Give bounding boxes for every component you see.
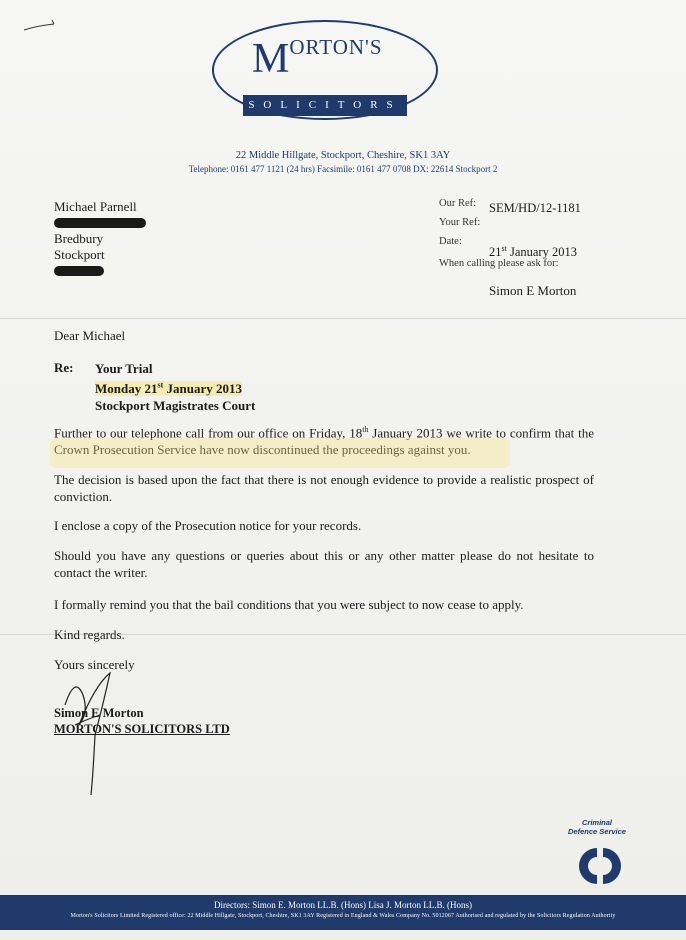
p1-a: Further to our telephone call from our office on Friday, 18 xyxy=(54,425,363,441)
cds-badge-text xyxy=(562,818,632,836)
redacted-postcode xyxy=(54,263,146,279)
salutation: Dear Michael xyxy=(54,328,126,343)
closing-regards: Kind regards. xyxy=(54,627,125,642)
letterhead-contact: Telephone: 0161 477 1121 (24 hrs) Facsimile: 0161 477 0708 DX: 22614 Stockport 2 xyxy=(188,164,498,174)
date-label: Date: xyxy=(439,236,462,247)
logo-subtitle: SOLICITORS xyxy=(243,95,407,116)
letterhead-address: 22 Middle Hillgate, Stockport, Cheshire, SK1 3AY xyxy=(235,150,451,161)
paragraph-2: The decision is based upon the fact that there is not enough evidence to provide a realistic prospect of conviction. xyxy=(54,472,594,504)
calling-label: When calling please ask for: xyxy=(439,258,559,269)
p1-b: January 2013 we write to confirm that the Crown Prosecution Service have now discontinued the proceedings against you. xyxy=(54,425,594,458)
paragraph-3: I enclose a copy of the Prosecution notice for your records. xyxy=(54,518,362,533)
paragraph-5: I formally remind you that the bail conditions that you were subject to now cease to apply. xyxy=(54,597,524,612)
footer-bar xyxy=(0,895,686,930)
re-date-a: Monday 21 xyxy=(95,381,158,397)
re-date-sup: st xyxy=(157,381,164,390)
footer-directors: Directors: Simon E. Morton LL.B. (Hons) Lisa J. Morton LL.B. (Hons) xyxy=(214,900,472,910)
scan-mark-icon xyxy=(22,18,56,34)
our-ref-value: SEM/HD/12-1181 xyxy=(489,201,581,215)
recipient-city: Stockport xyxy=(54,247,105,262)
contact-person: Simon E Morton xyxy=(489,283,577,298)
date-suffix: st xyxy=(501,244,507,253)
p1-sup: th xyxy=(362,425,369,434)
date-day: 21 xyxy=(489,245,502,260)
recipient-town: Bredbury xyxy=(54,231,104,246)
our-ref-label: Our Ref: xyxy=(439,198,477,209)
re-label: Re: xyxy=(54,360,74,375)
fold-line xyxy=(0,318,686,319)
signatory-name: Simon E Morton xyxy=(54,706,144,720)
firm-name: MORTON'S SOLICITORS LTD xyxy=(54,722,230,736)
recipient-address xyxy=(54,199,146,279)
logo-wordmark xyxy=(252,35,383,82)
recipient-name: Michael Parnell xyxy=(54,199,137,214)
date-rest: January 2013 xyxy=(506,245,577,260)
re-block xyxy=(95,360,255,414)
criminal-defence-service-logo-icon xyxy=(575,842,625,890)
cds-line-1: Criminal xyxy=(581,818,612,827)
closing-sincerely: Yours sincerely xyxy=(54,657,135,672)
re-date-b: January 2013 xyxy=(163,381,242,397)
logo-rest: ORTON'S xyxy=(289,35,383,59)
re-line-2 xyxy=(95,377,255,397)
re-line-1: Your Trial xyxy=(95,361,153,376)
your-ref-label: Your Ref: xyxy=(439,217,481,228)
footer-registered: Morton's Solicitors Limited Registered office: 22 Middle Hillgate, Stockport, Cheshire, SK1 3AY Registered in England & Wales Company No. 5012067 Authorised and regulated by the Solicitors Regulation Authority xyxy=(70,913,616,919)
paragraph-4: Should you have any questions or queries about this or any other matter please do not hesitate to contact the writer. xyxy=(54,548,594,580)
cds-line-2: Defence Service xyxy=(568,827,626,836)
re-line-3: Stockport Magistrates Court xyxy=(95,398,256,414)
redacted-street xyxy=(54,215,146,231)
highlighter-mark xyxy=(50,438,510,468)
logo-initial: M xyxy=(252,36,290,82)
